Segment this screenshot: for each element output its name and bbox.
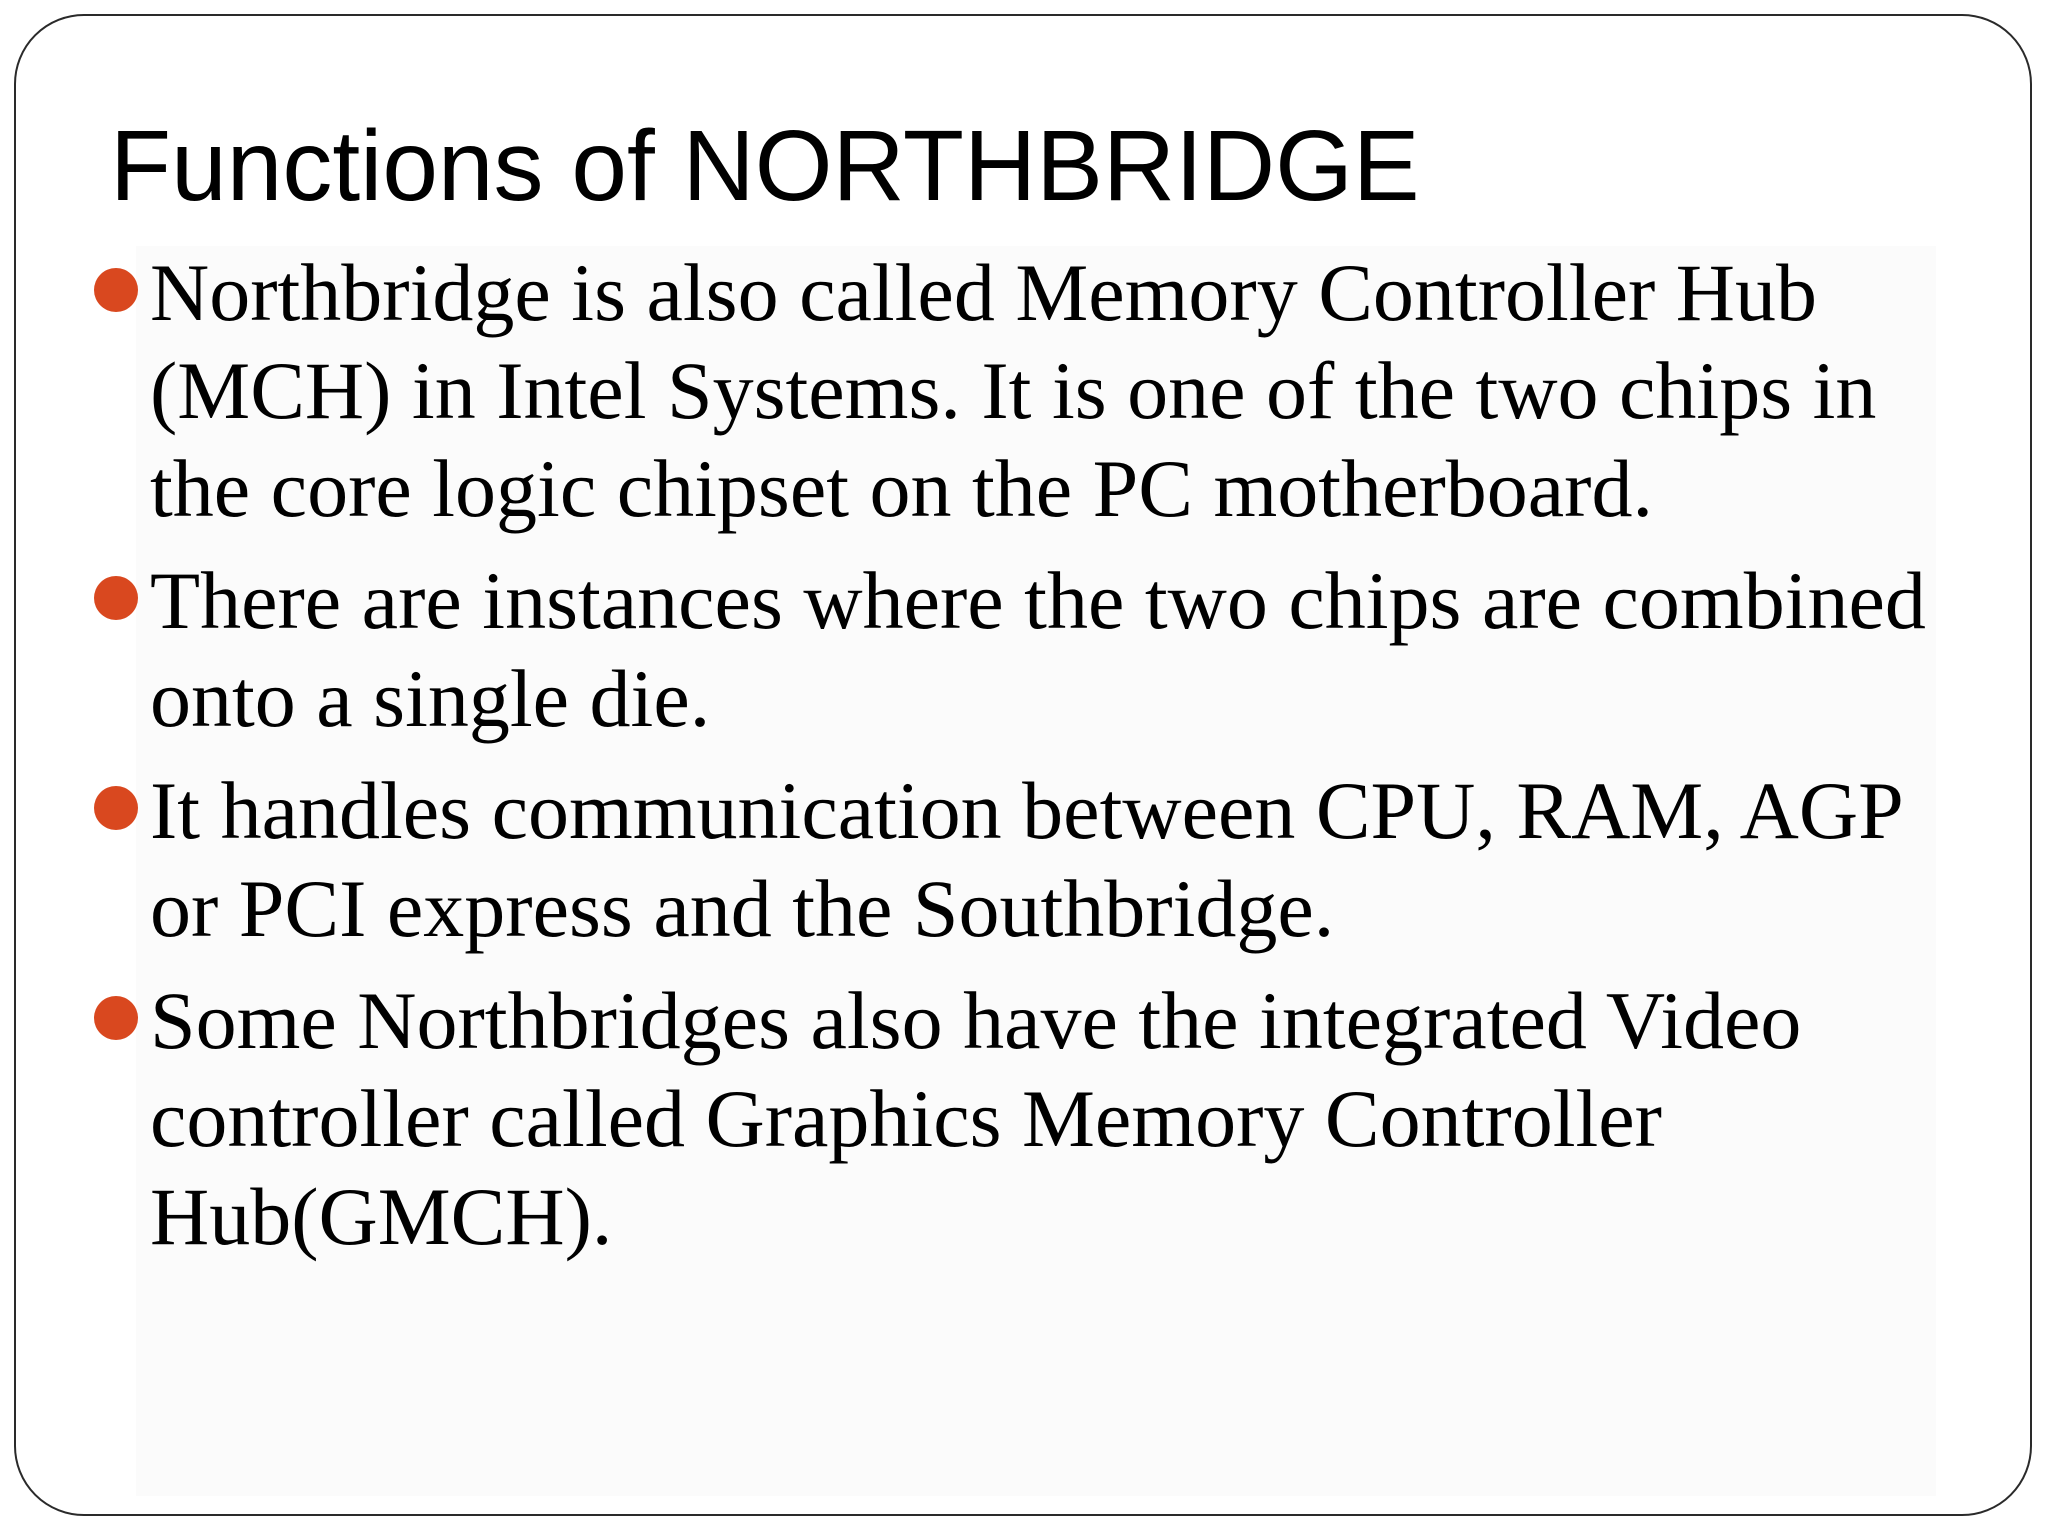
- bullet-text: Northbridge is also called Memory Controller Hub (MCH) in Intel Systems. It is one of the two chips in the core logic chipset on the PC motherboard.: [150, 247, 1877, 534]
- bullet-dot-icon: [94, 996, 138, 1040]
- slide-title: Functions of NORTHBRIDGE: [110, 110, 1420, 222]
- bullet-item: [136, 762, 1956, 958]
- bullet-dot-icon: [94, 786, 138, 830]
- bullet-item: [136, 972, 1956, 1266]
- bullet-item: [136, 244, 1956, 538]
- bullet-dot-icon: [94, 576, 138, 620]
- slide-frame: [14, 14, 2032, 1516]
- bullet-list: [136, 244, 1956, 1280]
- bullet-item: [136, 552, 1956, 748]
- bullet-text: It handles communication between CPU, RAM, AGP or PCI express and the Southbridge.: [150, 765, 1901, 954]
- bullet-text: There are instances where the two chips are combined onto a single die.: [150, 555, 1926, 744]
- bullet-text: Some Northbridges also have the integrated Video controller called Graphics Memory Controller Hub(GMCH).: [150, 975, 1802, 1262]
- bullet-dot-icon: [94, 268, 138, 312]
